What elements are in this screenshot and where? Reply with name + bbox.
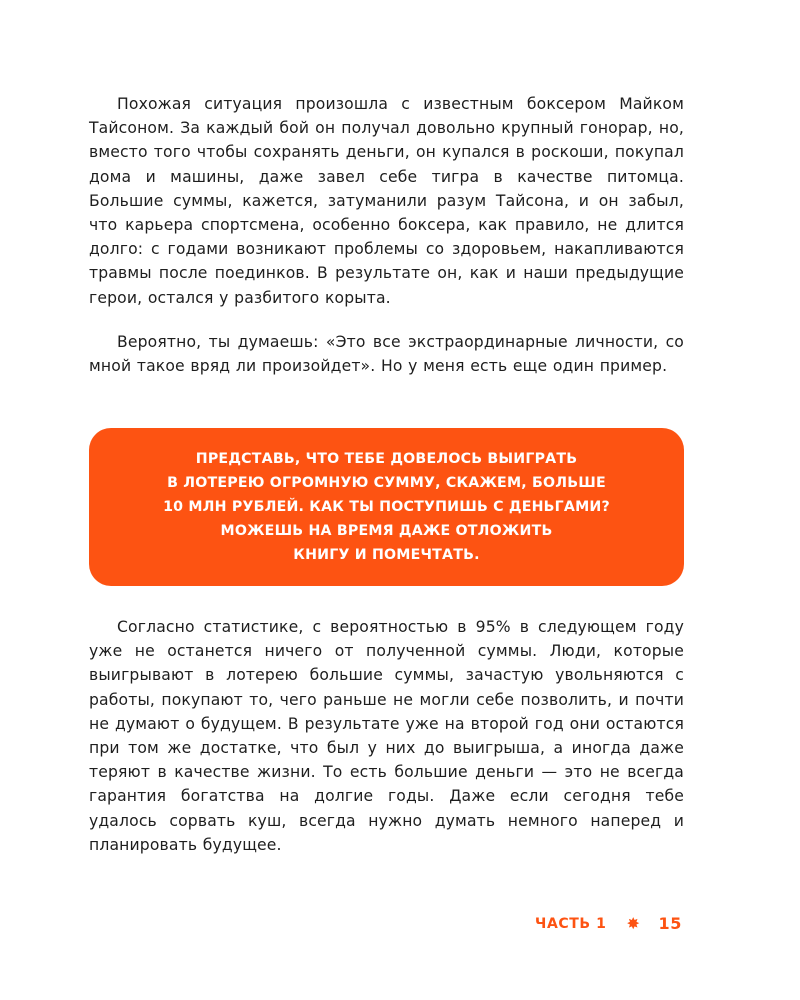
page-number: 15 xyxy=(658,914,682,933)
callout-line-2: В ЛОТЕРЕЮ ОГРОМНУЮ СУММУ, СКАЖЕМ, БОЛЬШЕ xyxy=(167,475,606,491)
page-footer xyxy=(535,914,682,933)
section-label: ЧАСТЬ 1 xyxy=(535,915,607,932)
callout-text xyxy=(117,447,657,567)
callout-line-3: 10 МЛН РУБЛЕЙ. КАК ТЫ ПОСТУПИШЬ С ДЕНЬГАМИ? xyxy=(163,499,610,515)
asterisk-separator-icon: ✸ xyxy=(626,913,641,933)
callout-line-4: МОЖЕШЬ НА ВРЕМЯ ДАЖЕ ОТЛОЖИТЬ xyxy=(220,523,553,539)
body-paragraph-3: Согласно статистике, с вероятностью в 95% в следующем году уже не останется ничего от полученной суммы. Люди, которые выигрывают в лотерею большие суммы, зачастую увольняются с работы, покупают то, чего раньше не могли себе позволить, и почти не думают о будущем. В результате уже на второй год они остаются при том же достатке, что был у них до выигрыша, а иногда даже теряют в качестве жизни. То есть большие деньги — это не всегда гарантия богатства на долгие годы. Даже если сегодня тебе удалось сорвать куш, всегда нужно думать немного наперед и планировать будущее. xyxy=(89,618,684,854)
callout-box xyxy=(89,428,684,586)
body-paragraph-1: Похожая ситуация произошла с известным боксером Майком Тайсоном. За каждый бой он получал довольно крупный гонорар, но, вместо того чтобы сохранять деньги, он купался в роскоши, покупал дома и машины, даже завел себе тигра в качестве питомца. Большие суммы, кажется, затуманили разум Тайсона, и он забыл, что карьера спортсмена, особенно боксера, как правило, не длится долго: с годами возникают проблемы со здоровьем, накапливаются травмы после поединков. В результате он, как и наши предыдущие герои, остался у разбитого корыта. xyxy=(89,95,684,307)
callout-line-5: КНИГУ И ПОМЕЧТАТЬ. xyxy=(293,547,480,563)
callout-line-1: ПРЕДСТАВЬ, ЧТО ТЕБЕ ДОВЕЛОСЬ ВЫИГРАТЬ xyxy=(195,451,578,467)
body-paragraph-2: Вероятно, ты думаешь: «Это все экстраординарные личности, со мной такое вряд ли произойдет». Но у меня есть еще один пример. xyxy=(89,333,684,376)
